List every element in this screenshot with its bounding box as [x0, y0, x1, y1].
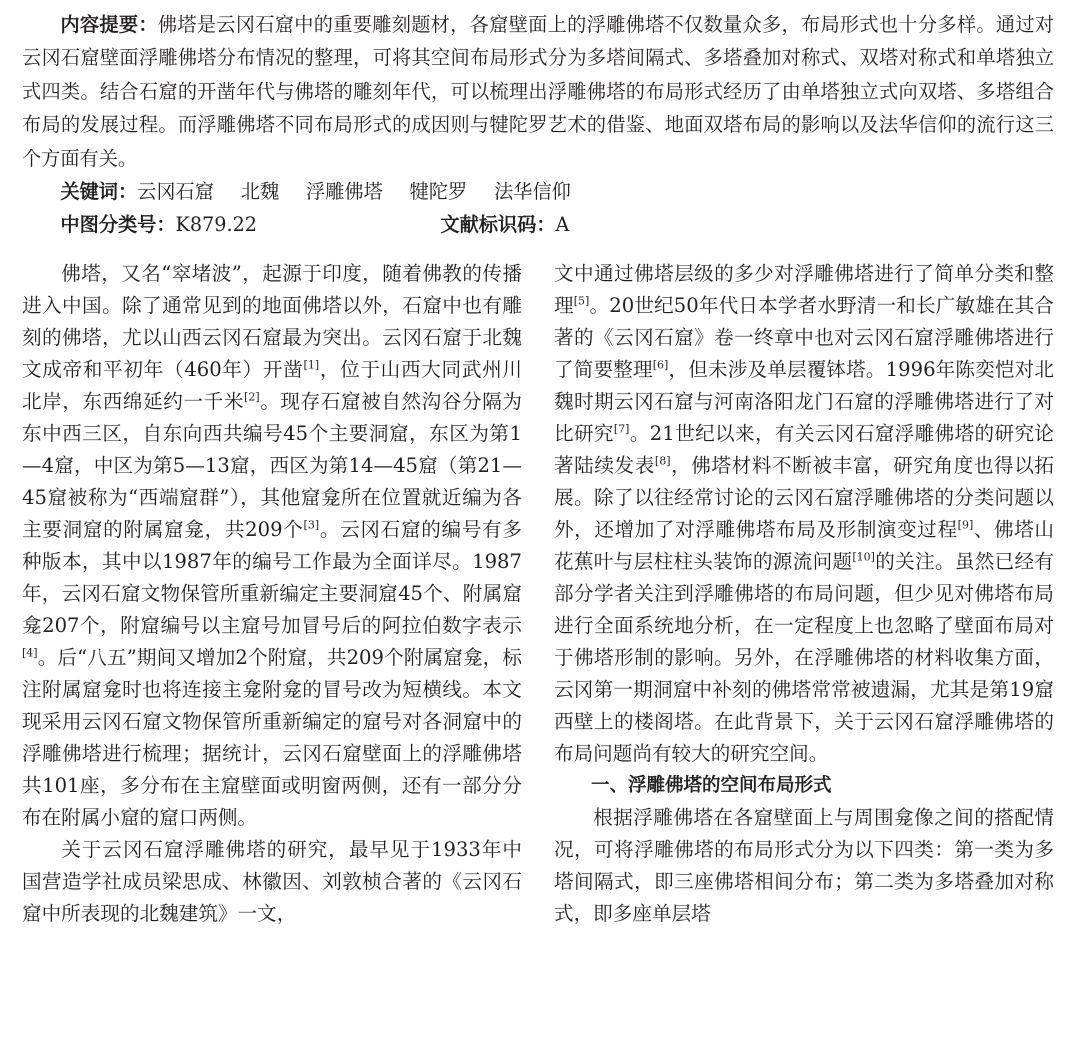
body-paragraph-continued: [554, 258, 1054, 770]
abstract-label: 内容提要：: [60, 13, 158, 36]
keyword: 云冈石窟: [137, 180, 214, 204]
keyword: 浮雕佛塔: [306, 180, 383, 204]
text-run: 。后“八五”期间又增加2个附窟，共209个附属窟龛，标注附属窟龛时也将连接主龛附龛的冒号改为短横线。本文现采用云冈石窟文物保管所重新编定的窟号对各洞窟中的浮雕佛塔进行梳理；据统计，云冈石窟壁面上的浮雕佛塔共101座，多分布在主窟壁面或明窗两侧，还有一部分分布在附属小窟的窟口两侧。: [22, 646, 522, 829]
body-paragraph: [22, 258, 522, 834]
text-run: ，但未涉及单层覆钵塔。1996年陈奕恺对北魏时期云冈石窟与河南洛阳龙门石窟的浮雕佛塔进行了对比研究: [554, 358, 1055, 445]
text-run: 、佛塔山花蕉叶与层柱柱头装饰的源流问题: [554, 518, 1054, 573]
abstract-block: [22, 8, 1054, 242]
classification-row: [22, 208, 1054, 241]
keyword: 法华信仰: [494, 180, 571, 204]
docid-label: 文献标识码：: [440, 213, 556, 237]
clc-label: 中图分类号：: [60, 213, 176, 237]
keywords: [22, 175, 1054, 208]
text-run: 的关注。虽然已经有部分学者关注到浮雕佛塔的布局问题，但少见对佛塔布局进行全面系统地分析，在一定程度上也忽略了壁面布局对于佛塔形制的影响。另外，在浮雕佛塔的材料收集方面，云冈第一期洞窟中补刻的佛塔常常被遗漏，尤其是第19窟西壁上的楼阁塔。在此背景下，关于云冈石窟浮雕佛塔的布局问题尚有较大的研究空间。: [554, 550, 1055, 765]
body-columns: [22, 258, 1054, 930]
citation-8[interactable]: [8]: [654, 454, 671, 468]
text-run: ，位于山西大同武州川北岸，东西绵延约一千米: [22, 358, 522, 413]
text-run: 佛塔，又名“窣堵波”，起源于印度，随着佛教的传播进入中国。除了通常见到的地面佛塔以外，石窟中也有雕刻的佛塔，尤以山西云冈石窟最为突出。云冈石窟于北魏文成帝和平初年（460年）开凿: [22, 262, 522, 381]
text-run: 。云冈石窟的编号有多种版本，其中以1987年的编号工作最为全面详尽。1987年，云冈石窟文物保管所重新编定主要洞窟45个、附属窟龛207个，附窟编号以主窟号加冒号后的阿拉伯数字表示: [22, 518, 522, 637]
citation-7[interactable]: [7]: [613, 422, 630, 436]
text-run: 。现存石窟被自然沟谷分隔为东中西三区，自东向西共编号45个主要洞窟，东区为第1—4窟，中区为第5—13窟，西区为第14—45窟（第21—45窟被称为“西端窟群”），其他窟龛所在位置就近编为各主要洞窟的附属窟龛，共209个: [22, 390, 523, 541]
abstract: [22, 8, 1054, 175]
document-id: [402, 208, 569, 241]
citation-3[interactable]: [3]: [303, 518, 320, 532]
body-paragraph: [22, 834, 522, 930]
citation-4[interactable]: [4]: [22, 646, 38, 660]
text-run: 。21世纪以来，有关云冈石窟浮雕佛塔的研究论著陆续发表: [554, 422, 1055, 477]
left-column: [22, 258, 522, 930]
clc-value: K879.22: [175, 213, 257, 237]
abstract-text: 佛塔是云冈石窟中的重要雕刻题材，各窟壁面上的浮雕佛塔不仅数量众多，布局形式也十分多样。通过对云冈石窟壁面浮雕佛塔分布情况的整理，可将其空间布局形式分为多塔间隔式、多塔叠加对称式、双塔对称式和单塔独立式四类。结合石窟的开凿年代与佛塔的雕刻年代，可以梳理出浮雕佛塔的布局形式经历了由单塔独立式向双塔、多塔组合布局的发展过程。而浮雕佛塔不同布局形式的成因则与犍陀罗艺术的借鉴、地面双塔布局的影响以及法华信仰的流行这三个方面有关。: [22, 13, 1055, 170]
text-run: 。20世纪50年代日本学者水野清一和长广敏雄在其合著的《云冈石窟》卷一终章中也对云冈石窟浮雕佛塔进行了简要整理: [554, 294, 1055, 381]
citation-6[interactable]: [6]: [652, 358, 669, 372]
docid-value: A: [555, 213, 570, 237]
right-column: [554, 258, 1054, 930]
section-heading: 一、浮雕佛塔的空间布局形式: [591, 775, 832, 796]
text-run: 根据浮雕佛塔在各窟壁面上与周围龛像之间的搭配情况，可将浮雕佛塔的布局形式分为以下四类：第一类为多塔间隔式，即三座佛塔相间分布；第二类为多塔叠加对称式，即多座单层塔: [554, 806, 1054, 925]
citation-5[interactable]: [5]: [573, 294, 590, 308]
keyword: 犍陀罗: [409, 180, 468, 204]
citation-10[interactable]: [10]: [852, 550, 875, 564]
citation-1[interactable]: [1]: [303, 358, 320, 372]
citation-9[interactable]: [9]: [957, 518, 974, 532]
text-run: 关于云冈石窟浮雕佛塔的研究，最早见于1933年中国营造学社成员梁思成、林徽因、刘敦桢合著的《云冈石窟中所表现的北魏建筑》一文，: [22, 838, 522, 925]
body-paragraph: [554, 802, 1054, 930]
text-run: ，佛塔材料不断被丰富，研究角度也得以拓展。除了以往经常讨论的云冈石窟浮雕佛塔的分类问题以外，还增加了对浮雕佛塔布局及形制演变过程: [554, 454, 1055, 541]
keyword: 北魏: [240, 180, 280, 204]
keywords-label: 关键词：: [60, 180, 138, 204]
citation-2[interactable]: [2]: [244, 390, 260, 404]
text-run: 文中通过佛塔层级的多少对浮雕佛塔进行了简单分类和整理: [554, 262, 1054, 317]
